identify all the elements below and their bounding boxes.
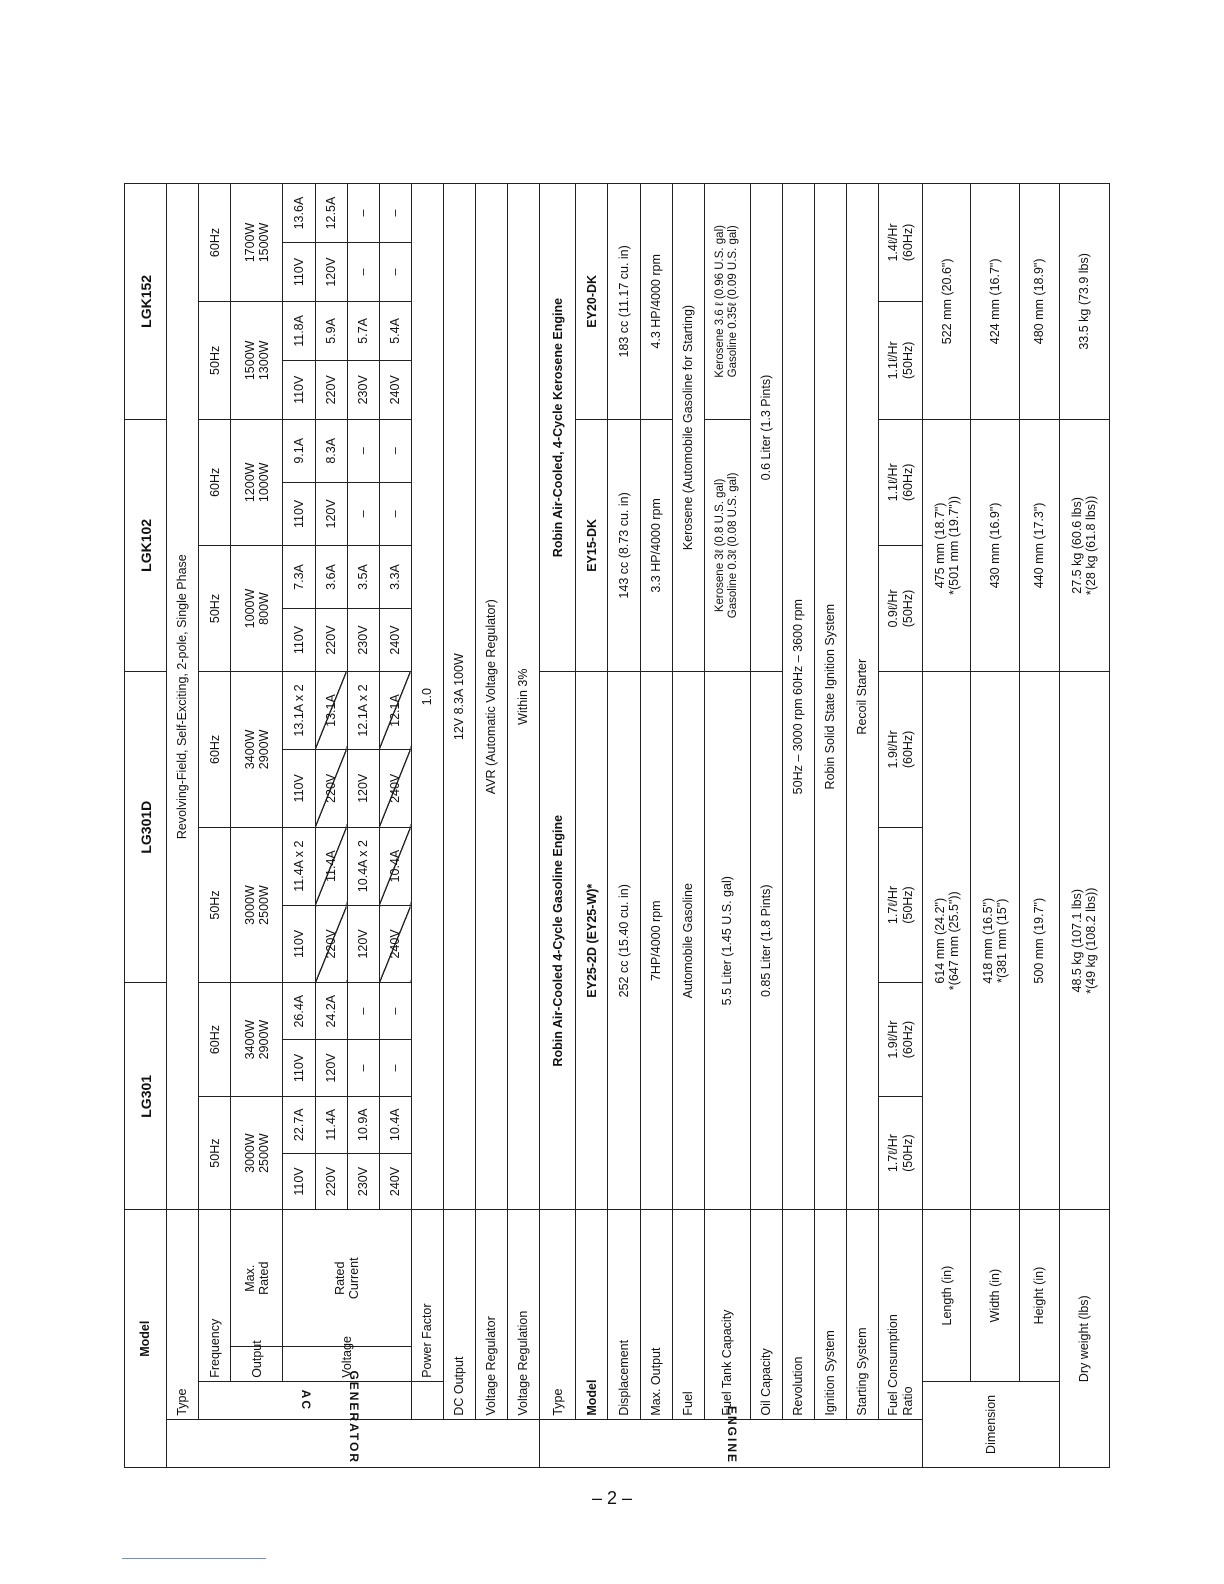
fuel-tank-label: Fuel Tank Capacity	[704, 1210, 750, 1419]
amp-cell: 11.4A x 2	[283, 827, 315, 905]
volt-cell: –	[347, 1040, 379, 1097]
voltage-regulator-label: Voltage Regulator	[476, 1210, 508, 1419]
amp-cell: 12.1A	[379, 672, 411, 750]
volt-cell: 120V	[347, 905, 379, 983]
amp-cell: 10.9A	[347, 1096, 379, 1153]
fuel-gasoline: Automobile Gasoline	[672, 672, 704, 1210]
volt-cell: 220V	[315, 749, 347, 827]
frequency-label: Frequency	[199, 1210, 231, 1381]
volt-cell: 120V	[347, 749, 379, 827]
output-cell: 1200W 1000W	[231, 419, 283, 545]
height-label: Height (in)	[1019, 1210, 1059, 1381]
fuel-consumption-cell: 1.9ℓ/Hr (60Hz)	[879, 983, 923, 1097]
voltage-row-1	[283, 184, 315, 1468]
fuel-consumption-cell: 1.4ℓ/Hr (60Hz)	[879, 184, 923, 302]
gen-type-value: Revolving-Field, Self-Exciting, 2-pole, Single Phase	[167, 184, 199, 1210]
fuel-consumption-cell: 1.7ℓ/Hr (50Hz)	[879, 827, 923, 983]
volt-cell: 110V	[283, 482, 315, 545]
freq-cell: 50Hz	[199, 1096, 231, 1210]
fuel-consumption-cell: 1.1ℓ/Hr (50Hz)	[879, 301, 923, 419]
volt-cell: 120V	[315, 243, 347, 302]
engine-section-label: ENGINE	[540, 1419, 923, 1467]
output-cell: 3000W 2500W	[231, 1096, 283, 1210]
model-header: Model	[125, 1210, 167, 1468]
volt-cell: 240V	[379, 749, 411, 827]
eng-model-ey20: EY20-DK	[576, 184, 608, 420]
volt-cell: 110V	[283, 1040, 315, 1097]
eng-model-label: Model	[576, 1210, 608, 1419]
ignition-value: Robin Solid State Ignition System	[815, 184, 847, 1210]
ac-section-label: AC	[199, 1381, 412, 1419]
amp-cell: 22.7A	[283, 1096, 315, 1153]
fuel-consumption-row	[879, 184, 923, 1468]
width-lgk152: 424 mm (16.7")	[971, 184, 1019, 420]
fuel-kerosene: Kerosene (Automobile Gasoline for Starting)	[672, 184, 704, 672]
amp-cell: –	[347, 184, 379, 243]
displacement-label: Displacement	[608, 1210, 640, 1419]
output-cell: 1700W 1500W	[231, 184, 283, 302]
volt-cell: –	[379, 482, 411, 545]
eng-model-gasoline: EY25-2D (EY25-W)*	[576, 672, 608, 1210]
output-cell: 1500W 1300W	[231, 301, 283, 419]
oil-gasoline: 0.85 Liter (1.8 Pints)	[750, 672, 782, 1210]
fuel-consumption-label: Fuel Consumption Ratio	[879, 1210, 923, 1419]
amp-cell: 11.4A	[315, 1096, 347, 1153]
height-lgk102: 440 mm (17.3")	[1019, 419, 1059, 671]
amp-cell: 9.1A	[283, 419, 315, 482]
voltage-regulator-row	[476, 184, 508, 1468]
amp-cell: 8.3A	[315, 419, 347, 482]
length-lgk102: 475 mm (18.7") *(501 mm (19.7"))	[923, 419, 971, 671]
max-rated-label: Max. Rated	[231, 1210, 283, 1347]
spec-table-frame	[124, 183, 1110, 1468]
volt-cell: 230V	[347, 360, 379, 419]
eng-model-ey15: EY15-DK	[576, 419, 608, 671]
height-gasoline: 500 mm (19.7")	[1019, 672, 1059, 1210]
dry-weight-lgk152: 33.5 kg (73.9 lbs)	[1059, 184, 1109, 420]
height-lgk152: 480 mm (18.9")	[1019, 184, 1059, 420]
frequency-row	[199, 184, 231, 1468]
amp-cell: 3.6A	[315, 545, 347, 608]
lg301d-header: LG301D	[125, 672, 167, 983]
volt-cell: –	[347, 482, 379, 545]
amp-cell: 5.7A	[347, 301, 379, 360]
output-cell: 3000W 2500W	[231, 827, 283, 983]
freq-cell: 60Hz	[199, 419, 231, 545]
max-output-ey15: 3.3 HP/4000 rpm	[640, 419, 672, 671]
max-output-gasoline: 7HP/4000 rpm	[640, 672, 672, 1210]
rotated-spec-table	[124, 183, 1110, 1468]
voltage-regulation-value: Within 3%	[508, 184, 540, 1210]
eng-type-label: Type	[540, 1210, 576, 1419]
output-label: Output	[231, 1347, 283, 1382]
width-lgk102: 430 mm (16.9")	[971, 419, 1019, 671]
volt-cell: 110V	[283, 609, 315, 672]
max-output-row	[640, 184, 672, 1468]
output-cell: 3400W 2900W	[231, 983, 283, 1097]
volt-cell: 110V	[283, 243, 315, 302]
eng-type-gasoline: Robin Air-Cooled 4-Cycle Gasoline Engine	[540, 672, 576, 1210]
output-cell: 3400W 2900W	[231, 672, 283, 828]
amp-cell: –	[347, 983, 379, 1040]
displacement-row	[608, 184, 640, 1468]
dry-weight-gasoline: 48.5 kg (107.1 lbs) *(49 kg (108.2 lbs))	[1059, 672, 1109, 1210]
width-row	[971, 184, 1019, 1468]
fuel-consumption-cell: 1.9ℓ/Hr (60Hz)	[879, 672, 923, 828]
starting-row	[847, 184, 879, 1468]
fuel-label: Fuel	[672, 1210, 704, 1419]
length-gasoline: 614 mm (24.2") *(647 mm (25.5"))	[923, 672, 971, 1210]
oil-kerosene: 0.6 Liter (1.3 Pints)	[750, 184, 782, 672]
volt-cell: 120V	[315, 1040, 347, 1097]
oil-label: Oil Capacity	[750, 1210, 782, 1419]
dc-output-value: 12V 8.3A 100W	[443, 184, 475, 1210]
ignition-label: Ignition System	[815, 1210, 847, 1419]
fuel-tank-ey15: Kerosene 3ℓ (0.8 U.S. gal) Gasoline 0.3ℓ (0.08 U.S. gal)	[704, 419, 750, 671]
volt-cell: 220V	[315, 905, 347, 983]
header-row	[125, 184, 167, 1468]
lg301-header: LG301	[125, 983, 167, 1210]
freq-cell: 50Hz	[199, 301, 231, 419]
displacement-ey20: 183 cc (11.17 cu. in)	[608, 184, 640, 420]
amp-cell: 12.1A x 2	[347, 672, 379, 750]
voltage-regulation-label: Voltage Regulation	[508, 1210, 540, 1419]
fuel-consumption-cell: 0.9ℓ/Hr (50Hz)	[879, 545, 923, 671]
starting-value: Recoil Starter	[847, 184, 879, 1210]
volt-cell: 120V	[315, 482, 347, 545]
fuel-tank-row	[704, 184, 750, 1468]
footer-rule	[122, 1558, 266, 1559]
volt-cell: –	[379, 1040, 411, 1097]
volt-cell: 240V	[379, 905, 411, 983]
ignition-row	[815, 184, 847, 1468]
amp-cell: 3.5A	[347, 545, 379, 608]
page-number: – 2 –	[591, 1488, 633, 1508]
volt-cell: 230V	[347, 609, 379, 672]
amp-cell: 3.3A	[379, 545, 411, 608]
length-label: Length (in)	[923, 1210, 971, 1381]
power-factor-label: Power Factor	[411, 1210, 443, 1381]
max-output-label: Max. Output	[640, 1210, 672, 1419]
amp-cell: –	[379, 419, 411, 482]
width-gasoline: 418 mm (16.5") *(381 mm (15")	[971, 672, 1019, 1210]
eng-type-row	[540, 184, 576, 1468]
specification-table	[124, 183, 1110, 1468]
oil-row	[750, 184, 782, 1468]
amp-cell: 11.8A	[283, 301, 315, 360]
amp-cell: 10.4A x 2	[347, 827, 379, 905]
amp-cell: 11.4A	[315, 827, 347, 905]
amp-cell: 12.5A	[315, 184, 347, 243]
volt-cell: 110V	[283, 749, 315, 827]
volt-cell: 240V	[379, 1153, 411, 1210]
fuel-tank-gasoline: 5.5 Liter (1.45 U.S. gal)	[704, 672, 750, 1210]
dc-output-label: DC Output	[443, 1210, 475, 1419]
height-row	[1019, 184, 1059, 1468]
amp-cell: –	[347, 419, 379, 482]
volt-cell: –	[347, 243, 379, 302]
fuel-consumption-cell: 1.1ℓ/Hr (60Hz)	[879, 419, 923, 545]
revolution-row	[782, 184, 814, 1468]
gen-type-row	[167, 184, 199, 1468]
amp-cell: 26.4A	[283, 983, 315, 1040]
freq-cell: 60Hz	[199, 672, 231, 828]
amp-cell: 13.6A	[283, 184, 315, 243]
output-cell: 1000W 800W	[231, 545, 283, 671]
freq-cell: 50Hz	[199, 827, 231, 983]
volt-cell: 220V	[315, 1153, 347, 1210]
width-label: Width (in)	[971, 1210, 1019, 1381]
volt-cell: 110V	[283, 360, 315, 419]
fuel-consumption-cell: 1.7ℓ/Hr (50Hz)	[879, 1096, 923, 1210]
eng-model-row	[576, 184, 608, 1468]
volt-cell: 240V	[379, 360, 411, 419]
freq-cell: 50Hz	[199, 545, 231, 671]
length-row	[923, 184, 971, 1468]
output-row	[231, 184, 283, 1468]
amp-cell: –	[379, 983, 411, 1040]
amp-cell: 24.2A	[315, 983, 347, 1040]
dry-weight-row	[1059, 184, 1109, 1468]
amp-cell: –	[379, 184, 411, 243]
gen-type-label: Type	[167, 1210, 199, 1419]
lgk102-header: LGK102	[125, 419, 167, 671]
amp-cell: 10.4A	[379, 1096, 411, 1153]
max-output-ey20: 4.3 HP/4000 rpm	[640, 184, 672, 420]
amp-cell: 7.3A	[283, 545, 315, 608]
eng-type-kerosene: Robin Air-Cooled, 4-Cycle Kerosene Engine	[540, 184, 576, 672]
lgk152-header: LGK152	[125, 184, 167, 420]
fuel-row	[672, 184, 704, 1468]
voltage-label: Voltage	[283, 1347, 411, 1382]
rated-current-label: Rated Current	[283, 1210, 411, 1347]
power-factor-value: 1.0	[411, 184, 443, 1210]
revolution-label: Revolution	[782, 1210, 814, 1419]
amp-cell: 5.4A	[379, 301, 411, 360]
length-lgk152: 522 mm (20.6")	[923, 184, 971, 420]
volt-cell: –	[379, 243, 411, 302]
dc-output-row	[443, 184, 475, 1468]
displacement-ey15: 143 cc (8.73 cu. in)	[608, 419, 640, 671]
voltage-regulation-row	[508, 184, 540, 1468]
amp-cell: 13.1A	[315, 672, 347, 750]
spacer	[411, 1381, 443, 1419]
volt-cell: 230V	[347, 1153, 379, 1210]
revolution-value: 50Hz – 3000 rpm 60Hz – 3600 rpm	[782, 184, 814, 1210]
volt-cell: 220V	[315, 609, 347, 672]
freq-cell: 60Hz	[199, 983, 231, 1097]
power-factor-row	[411, 184, 443, 1468]
freq-cell: 60Hz	[199, 184, 231, 302]
generator-section-label: GENERATOR	[167, 1419, 540, 1467]
dimension-label: Dimension	[923, 1381, 1059, 1467]
dry-weight-label: Dry weight (lbs)	[1059, 1210, 1109, 1468]
amp-cell: 13.1A x 2	[283, 672, 315, 750]
volt-cell: 110V	[283, 1153, 315, 1210]
dry-weight-lgk102: 27.5 kg (60.6 lbs) *(28 kg (61.8 lbs))	[1059, 419, 1109, 671]
volt-cell: 110V	[283, 905, 315, 983]
starting-label: Starting System	[847, 1210, 879, 1419]
displacement-gasoline: 252 cc (15.40 cu. in)	[608, 672, 640, 1210]
fuel-tank-ey20: Kerosene 3.6 ℓ (0.96 U.S. gal) Gasoline 0.35ℓ (0.09 U.S. gal)	[704, 184, 750, 420]
voltage-regulator-value: AVR (Automatic Voltage Regulator)	[476, 184, 508, 1210]
volt-cell: 240V	[379, 609, 411, 672]
amp-cell: 5.9A	[315, 301, 347, 360]
amp-cell: 10.4A	[379, 827, 411, 905]
volt-cell: 220V	[315, 360, 347, 419]
